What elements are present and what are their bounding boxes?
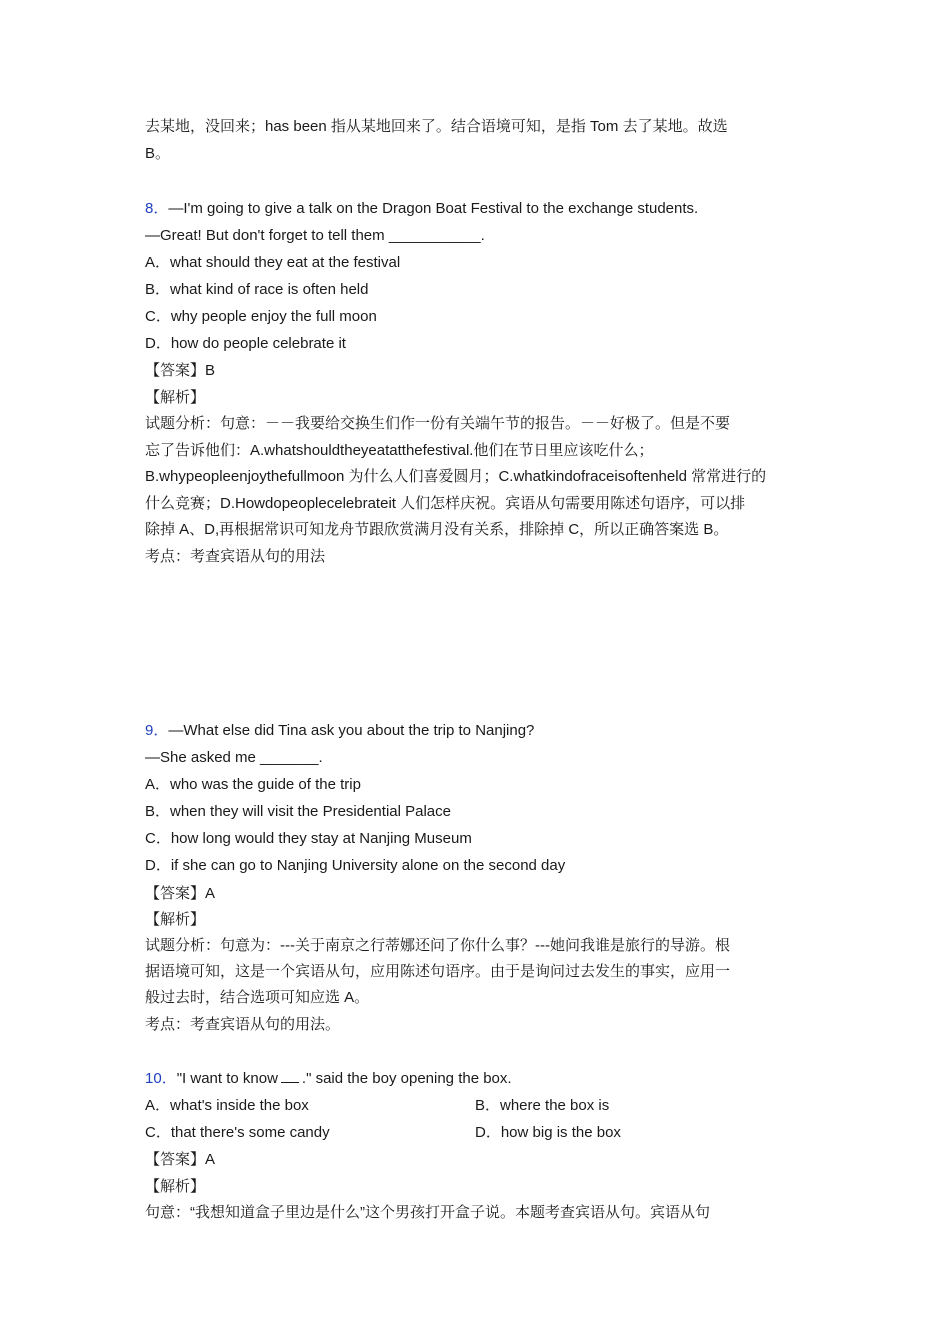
option-d: D．if she can go to Nanjing University alone on the second day (145, 857, 566, 874)
answer-label: 【答案】A (145, 885, 216, 902)
analysis-line: 试题分析：句意为：---关于南京之行蒂娜还问了你什么事？---她问我谁是旅行的导游。根 (145, 937, 730, 954)
analysis-label: 【解析】 (145, 389, 206, 406)
option-c: C．why people enjoy the full moon (145, 308, 377, 325)
answer-blank (281, 1070, 299, 1083)
question-10-stem (145, 1069, 512, 1089)
question-stem-text: ." said the boy opening the box. (301, 1070, 512, 1087)
option-c: C．that there's some candy (145, 1124, 330, 1141)
option-a: A．what should they eat at the festival (145, 254, 401, 271)
answer-label: 【答案】B (145, 362, 216, 379)
paragraph-line: 去某地，没回来；has been 指从某地回来了。结合语境可知，是指 Tom 去了某地。故选 (145, 118, 728, 135)
analysis-line: 忘了告诉他们：A.whatshouldtheyeatatthefestival.他们在节日里应该吃什么； (145, 442, 654, 459)
analysis-line: 试题分析：句意：－－我要给交换生们作一份有关端午节的报告。－－好极了。但是不要 (145, 415, 731, 432)
analysis-label: 【解析】 (145, 911, 206, 928)
analysis-label: 【解析】 (145, 1178, 206, 1195)
question-number-separator: ． (161, 1070, 177, 1087)
option-b: B．what kind of race is often held (145, 281, 369, 298)
option-a: A．what's inside the box (145, 1097, 309, 1114)
option-c: C．how long would they stay at Nanjing Museum (145, 830, 472, 847)
analysis-line: 考点：考查宾语从句的用法 (145, 548, 326, 565)
question-8-stem-reply: —Great! But don't forget to tell them ___________. (145, 227, 485, 244)
question-8-stem (145, 199, 698, 219)
question-number-separator: ． (153, 200, 169, 217)
option-d: D．how big is the box (475, 1124, 621, 1141)
option-b: B．where the box is (475, 1097, 610, 1114)
analysis-line: 考点：考查宾语从句的用法。 (145, 1016, 341, 1033)
analysis-line: 据语境可知，这是一个宾语从句，应用陈述句语序。由于是询问过去发生的事实，应用一 (145, 963, 731, 980)
analysis-line: 除掉 A、D,再根据常识可知龙舟节跟欣赏满月没有关系，排除掉 C，所以正确答案选 B。 (145, 521, 729, 538)
question-number: 8 (145, 200, 154, 217)
question-9-stem-reply: —She asked me _______. (145, 749, 323, 766)
option-a: A．who was the guide of the trip (145, 776, 361, 793)
analysis-line: B.whypeopleenjoythefullmoon 为什么人们喜爱圆月；C.whatkindofraceisoftenheld 常常进行的 (145, 468, 767, 485)
question-number: 9 (145, 722, 154, 739)
option-b: B．when they will visit the Presidential Palace (145, 803, 451, 820)
option-d: D．how do people celebrate it (145, 335, 346, 352)
question-number: 10 (145, 1070, 162, 1087)
question-number-separator: ． (153, 722, 169, 739)
question-stem-text: —I'm going to give a talk on the Dragon Boat Festival to the exchange students. (168, 200, 699, 217)
paragraph-line: B。 (145, 145, 171, 162)
question-9-stem (145, 721, 534, 741)
analysis-line: 般过去时，结合选项可知应选 A。 (145, 989, 370, 1006)
analysis-line: 什么竞赛；D.Howdopeoplecelebrateit 人们怎样庆祝。宾语从句需要用陈述句语序，可以排 (145, 495, 746, 512)
question-stem-text: —What else did Tina ask you about the trip to Nanjing? (168, 722, 535, 739)
question-stem-text: "I want to know (176, 1070, 278, 1087)
analysis-line: 句意：“我想知道盒子里边是什么”这个男孩打开盒子说。本题考查宾语从句。宾语从句 (145, 1204, 710, 1221)
answer-label: 【答案】A (145, 1151, 216, 1168)
